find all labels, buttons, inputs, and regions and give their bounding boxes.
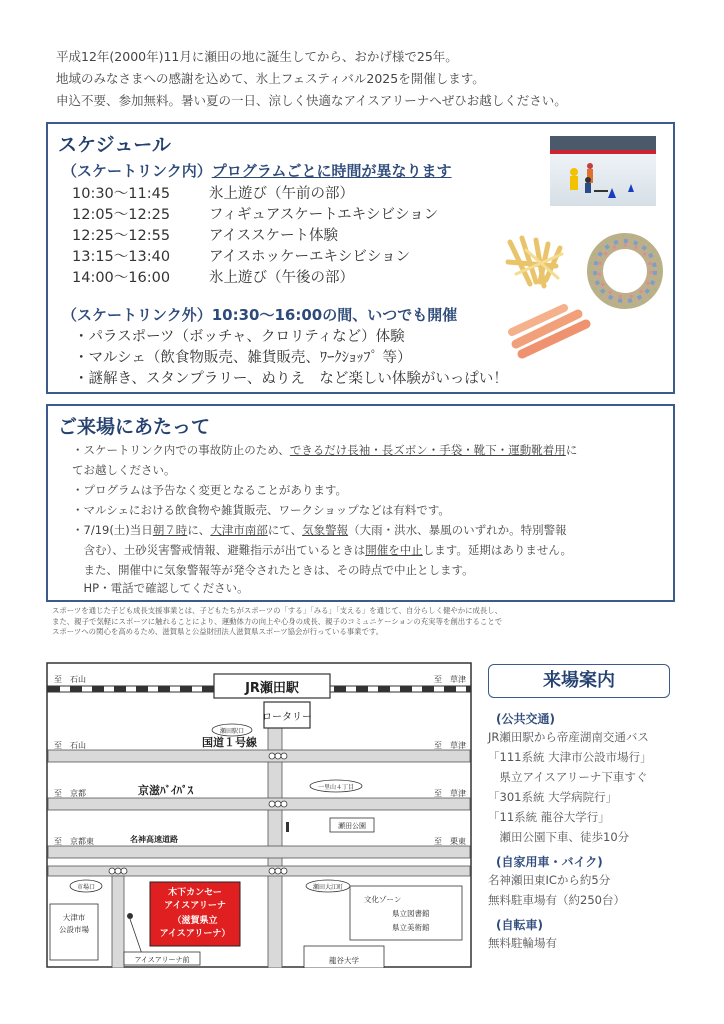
notice-title: ご来場にあたって [58,416,211,438]
to-rittou-label: 至 栗東 [434,837,466,846]
ice-rink-photo [550,136,656,206]
schedule-row [72,224,338,245]
schedule-row [72,266,354,287]
route1-road [48,750,470,762]
notice-text: ・7/19(土)当日 [72,523,153,537]
public-transport-line: 「11系統 龍谷大学行」 [488,810,610,824]
notice-line: ・マルシェにおける飲食物や雑貨販売、ワークショップなどは有料です。 [72,503,450,517]
notice-text: 含む）、土砂災害警戒情報、避難指示が出ているときは [72,543,366,557]
inside-rink-note: プログラムごとに時間が異なります [211,162,452,180]
notice-emphasis: 気象警報 [302,523,349,537]
public-transport-line: JR瀬田駅から帝産湖南交通バス [488,730,649,744]
notice-line: また、開催中に気象警報等が発令されたときは、その時点で中止とします。 [72,563,474,577]
ichiriyama-label: 市場口 [76,884,96,891]
schedule-row [72,245,410,266]
schedule-time: 12:05～12:25 [72,207,171,223]
outside-item: ・謎解き、スタンプラリー、ぬりえ など楽しい体験がいっぱい！ [74,371,508,387]
notice-line: HP・電話で確認してください。 [72,581,249,595]
notice-line: ・プログラムは予告なく変更となることがあります。 [72,483,347,497]
access-title: 来場案内 [488,664,670,698]
rotary-label: ロータリー [262,712,312,723]
schedule-event: アイススケート体験 [209,228,339,244]
public-transport-line: 県立アイスアリーナ下車すぐ [488,770,648,784]
notice-emphasis: 開催を中止 [365,543,423,557]
arena-label: アイスアリーナ [164,901,226,911]
public-transport-heading: (公共交通) [496,712,555,726]
footnote [52,606,682,638]
intro-text [56,46,696,112]
notice-text: ・スケートリンク内での事故防止のため、 [72,443,290,457]
schedule-time: 13:15～13:40 [72,249,171,265]
notice-emphasis: できるだけ長袖・長ズボン・手袋・靴下・運動靴着用 [289,443,566,457]
car-line: 無料駐車場有（約250台） [488,893,625,907]
sausage-photo [508,300,592,360]
public-transport-line: 「111系統 大津市公設市場行」 [488,750,652,764]
notice-emphasis: 大津市南部 [210,523,268,537]
schedule-time: 10:30～11:45 [72,186,171,202]
schedule-row [72,182,354,203]
notice-text: （大雨・洪水、暴風のいずれか。特別警報 [348,523,567,537]
bypass-label: 京滋ﾊﾞｲﾊﾟｽ [138,784,193,797]
footnote-line: スポーツへの関心を高めるため、滋賀県と公益財団法人滋賀県スポーツ協会が行っている事業です。 [52,627,384,636]
schedule-time: 12:25～12:55 [72,228,171,244]
footnote-line: また、親子で気軽にスポーツに触れることにより、運動体力の向上や心身の成長、親子のコミュニケーションの充実等を創出することで [52,616,503,626]
otsu-market-label: 大津市 [62,913,86,922]
notice-line [72,442,577,458]
fries-photo [500,232,572,292]
outside-item: ・マルシェ（飲食物販売、雑貨販売、ﾜｰｸｼｮｯﾌﾟ 等） [74,350,412,366]
to-kusatsu-label: 至 草津 [434,675,466,684]
intro-line: 地域のみなさまへの感謝を込めて、氷上フェスティバル2025を開催します。 [56,71,485,86]
arena-label: （滋賀県立 [172,916,218,926]
notice-box [46,404,675,602]
notice-line [72,522,567,538]
notice-line [72,542,572,558]
schedule-row [72,203,438,224]
library-label: 県立図書館 [392,909,430,918]
schedule-event: 氷上遊び（午前の部） [209,186,354,202]
otsu-market-label: 公設市場 [59,925,89,934]
main-road [268,702,282,968]
station-label: JR瀬田駅 [245,681,299,696]
to-ishiyama-label: 至 石山 [54,741,86,750]
ichirizuka-label: 一里山４丁目 [317,784,355,791]
intro-line: 申込不要、参加無料。暑い夏の一日、涼しく快適なアイスアリーナへぜひお越しください。 [56,93,567,108]
notice-text: にて、 [267,523,303,537]
to-kyoto-label: 至 京都 [54,789,86,798]
notice-emphasis: 朝７時 [152,523,188,537]
schedule-time: 14:00～16:00 [72,270,171,286]
ryukoku-label: 龍谷大学 [329,956,359,965]
access-info [488,664,672,953]
bicycle-line: 無料駐輪場有 [488,936,557,950]
setaekiguchi-label: 瀬田駅口 [219,728,245,735]
bypass-road [48,798,470,810]
outside-rink-heading: （スケートリンク外）10:30～16:00の間、いつでも開催 [62,306,458,324]
wreath-photo [586,228,664,314]
to-kusatsu-label: 至 草津 [434,789,466,798]
bicycle-heading: (自転車) [496,918,543,932]
arena-mae-label: アイスアリーナ前 [134,956,190,964]
access-map [46,662,472,968]
to-kusatsu-label: 至 草津 [434,741,466,750]
culture-zone-label: 文化ゾーン [364,895,402,904]
seta-ohashi-label: 瀬田大江町 [312,884,344,891]
seta-park-label: 瀬田公園 [338,822,366,830]
route1-label: 国道１号線 [202,736,257,749]
inside-rink-label: （スケートリンク内） [62,162,212,180]
schedule-event: アイスホッケーエキシビション [209,249,411,265]
notice-text: に [565,443,578,457]
footnote-line: スポーツを通じた子ども成長支援事業とは、子どもたちがスポーツの「する」「みる」「支える」を通じて、自分らしく健やかに成長し、 [52,606,503,615]
outside-item: ・パラスポーツ（ボッチャ、クロリティなど）体験 [74,329,405,345]
car-line: 名神瀬田東ICから約5分 [488,873,611,887]
public-transport-line: 「301系統 大学病院行」 [488,790,618,804]
meishin-label: 名神高速道路 [130,835,178,844]
schedule-event: フィギュアスケートエキシビション [209,207,439,223]
schedule-title: スケジュール [58,134,171,156]
inside-rink-heading [62,160,452,181]
public-transport-line: 瀬田公園下車、徒歩10分 [488,830,630,844]
intro-line: 平成12年(2000年)11月に瀬田の地に誕生してから、おかげ様で25年。 [56,49,458,64]
arena-label: アイスアリーナ） [159,929,231,939]
notice-text: に、 [187,523,211,537]
notice-line: てお越しください。 [72,463,176,477]
to-kyotohigashi-label: 至 京都東 [54,837,94,846]
meishin-road [48,846,470,858]
schedule-event: 氷上遊び（午後の部） [209,270,354,286]
to-ishiyama-label: 至 石山 [54,675,86,684]
schedule-box [46,122,675,394]
arena-label: 木下カンセー [168,888,222,898]
car-heading: (自家用車・バイク) [496,855,603,869]
notice-text: します。延期はありません。 [422,543,573,557]
museum-label: 県立美術館 [392,923,430,932]
